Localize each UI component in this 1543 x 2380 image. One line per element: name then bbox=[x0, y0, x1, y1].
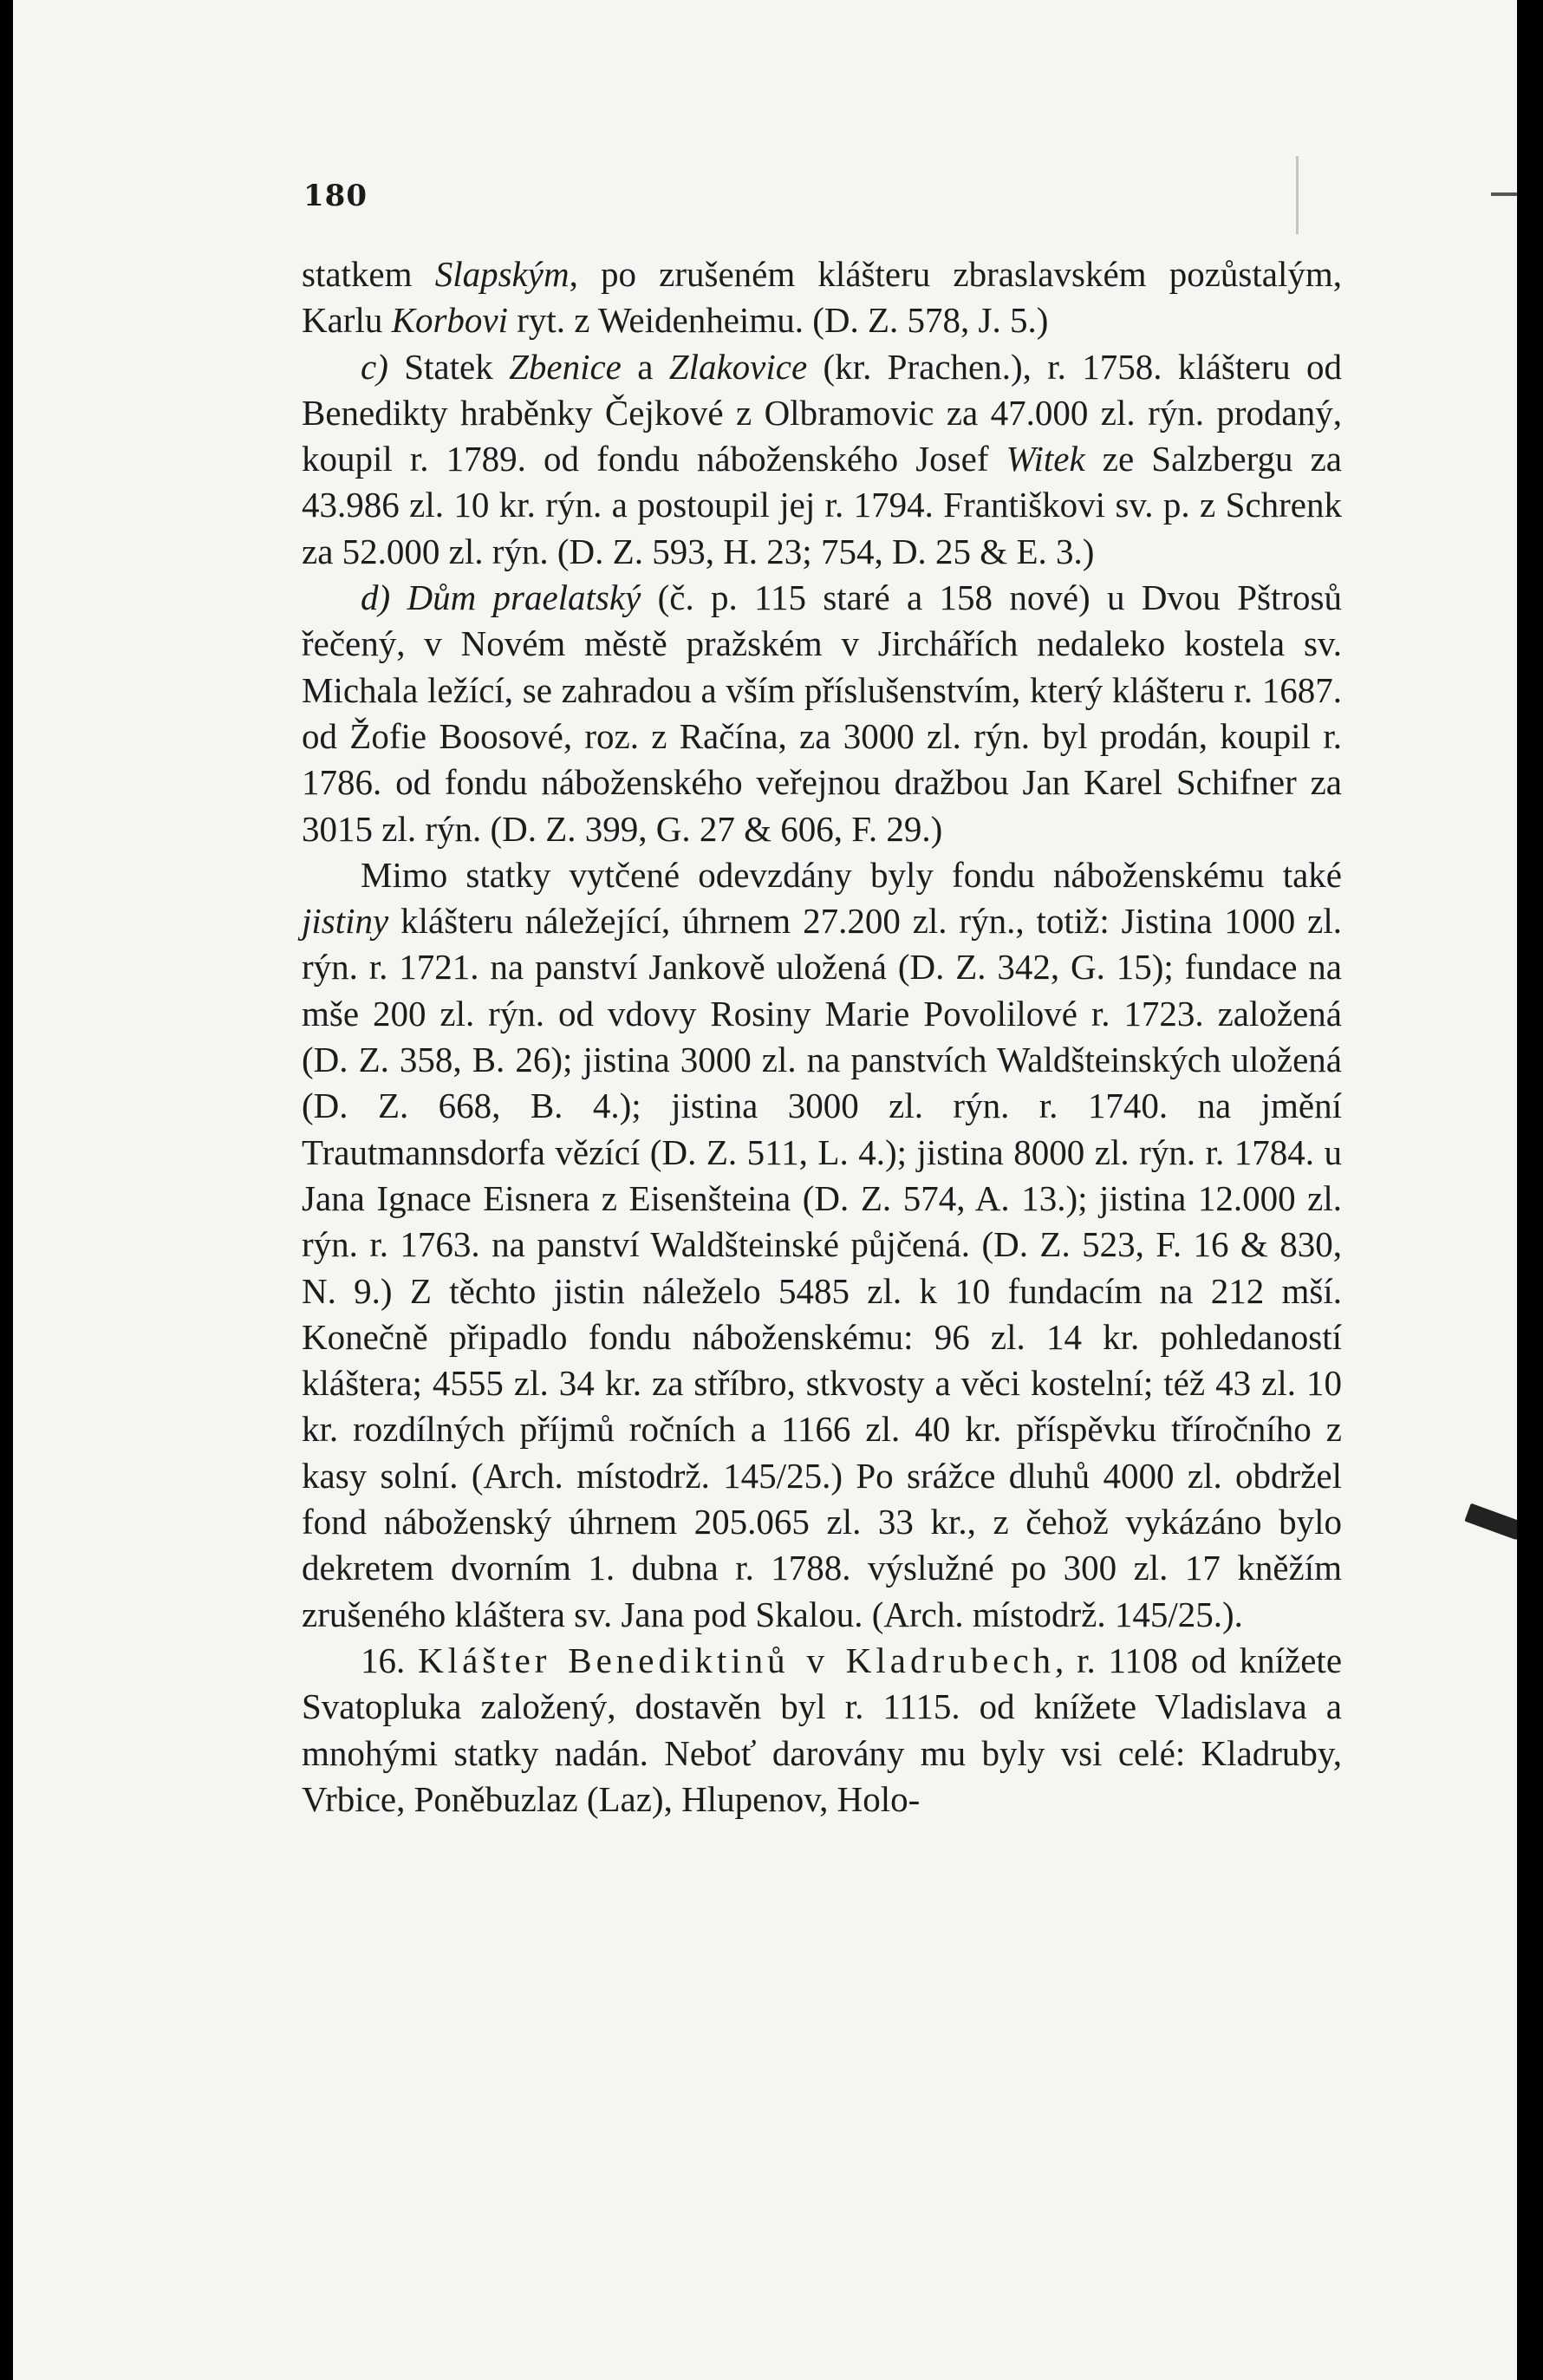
text-run: (kr. Prachen.), r. 1758. klášteru od Benedikty hraběnky Čejkové z Olbramovic za 47.000 zl. rýn. prodaný, koupil r. 1789. od fondu náboženského Josef bbox=[302, 346, 1342, 479]
italic-run: c) bbox=[361, 346, 388, 387]
italic-run: Zlakovice bbox=[668, 346, 808, 387]
text-run: ryt. z Weidenheimu. (D. Z. 578, J. 5.) bbox=[508, 300, 1049, 341]
scan-mark bbox=[1491, 192, 1517, 196]
scan-scratch bbox=[1296, 156, 1299, 234]
italic-run: d) Dům praelatský bbox=[361, 577, 641, 618]
book-page bbox=[13, 0, 1517, 2380]
page-number: 180 bbox=[303, 179, 368, 213]
text-run: Statek bbox=[387, 346, 510, 387]
text-run: a bbox=[621, 346, 669, 387]
text-run: , r. 1108 od knížete Svatopluka založený, dostavěn byl r. 1115. od knížete Vladislava a mnohými statky nadán. Neboť darovány mu byly vsi celé: Kladruby, Vrbice, Poněbuzlaz (Laz), Hlupenov, Holo- bbox=[302, 1640, 1343, 1819]
paragraph-dum-praelatsky bbox=[302, 575, 1342, 852]
spaced-heading-run: Klášter Benediktinů v Kladrubech bbox=[418, 1640, 1056, 1680]
text-run: klášteru náležející, úhrnem 27.200 zl. rýn., totiž: Jistina 1000 zl. rýn. r. 1721. na panství Jankově uložená (D. Z. 342, G. 15); fundace na mše 200 zl. rýn. od vdovy Rosiny Marie Povolilové r. 1723. založená (D. Z. 358, B. 26); jistina 3000 zl. na panstvích Waldšteinských uložená (D. Z. 668, B. 4.); jistina 3000 zl. rýn. r. 1740. na jmění Trautmannsdorfa vězící (D. Z. 511, L. 4.); jistina 8000 zl. rýn. r. 1784. u Jana Ignace Eisnera z Eisenšteina (D. Z. 574, A. 13.); jistina 12.000 zl. rýn. r. 1763. na panství Waldšteinské půjčená. (D. Z. 523, F. 16 & 830, N. 9.) Z těchto jistin náleželo 5485 zl. k 10 fundacím na 212 mší. Konečně připadlo fondu náboženskému: 96 zl. 14 kr. pohledaností kláštera; 4555 zl. 34 kr. za stříbro, stkvosty a věci kostelní; též 43 zl. 10 kr. rozdílných příjmů ročních a 1166 zl. 40 kr. příspěvku tříročního z kasy solní. (Arch. místodrž. 145/25.) Po srážce dluhů 4000 zl. obdržel fond náboženský úhrnem 205.065 zl. 33 kr., z čehož vykázáno bylo dekretem dvorním 1. dubna r. 1788. výslužné po 300 zl. 17 kněžím zrušeného kláštera sv. Jana pod Skalou. (Arch. místodrž. 145/25.). bbox=[302, 901, 1342, 1634]
text-run: statkem bbox=[302, 254, 435, 294]
text-run: , po zrušeném klášteru zbraslavském pozůstalým, Karlu bbox=[302, 254, 1342, 341]
italic-run: Korbovi bbox=[391, 300, 509, 341]
text-run: (č. p. 115 staré a 158 nové) u Dvou Pštrosů řečený, v Novém městě pražském v Jirchářích nedaleko kostela sv. Michala ležící, se zahradou a vším příslušenstvím, který klášteru r. 1687. od Žofie Boosové, roz. z Račína, za 3000 zl. rýn. byl prodán, koupil r. 1786. od fondu náboženského veřejnou dražbou Jan Karel Schifner za 3015 zl. rýn. (D. Z. 399, G. 27 & 606, F. 29.) bbox=[302, 577, 1342, 849]
italic-run: jistiny bbox=[302, 901, 389, 942]
paragraph-slapy-continuation bbox=[302, 251, 1342, 344]
paragraph-jistiny bbox=[302, 852, 1342, 1638]
text-run: 16. bbox=[361, 1640, 419, 1680]
scan-blot bbox=[1464, 1503, 1517, 1542]
text-run: Mimo statky vytčené odevzdány byly fondu náboženskému také bbox=[361, 854, 1342, 895]
paragraph-kladruby bbox=[302, 1638, 1342, 1822]
italic-run: Slapským bbox=[434, 254, 570, 294]
italic-run: Witek bbox=[1006, 439, 1085, 479]
paragraph-zbenice bbox=[302, 344, 1342, 575]
body-text bbox=[302, 251, 1342, 1822]
italic-run: Zbenice bbox=[509, 346, 622, 387]
text-run: ze Salzbergu za 43.986 zl. 10 kr. rýn. a postoupil jej r. 1794. Františkovi sv. p. z Schrenk za 52.000 zl. rýn. (D. Z. 593, H. 23; 754, D. 25 & E. 3.) bbox=[302, 439, 1342, 571]
